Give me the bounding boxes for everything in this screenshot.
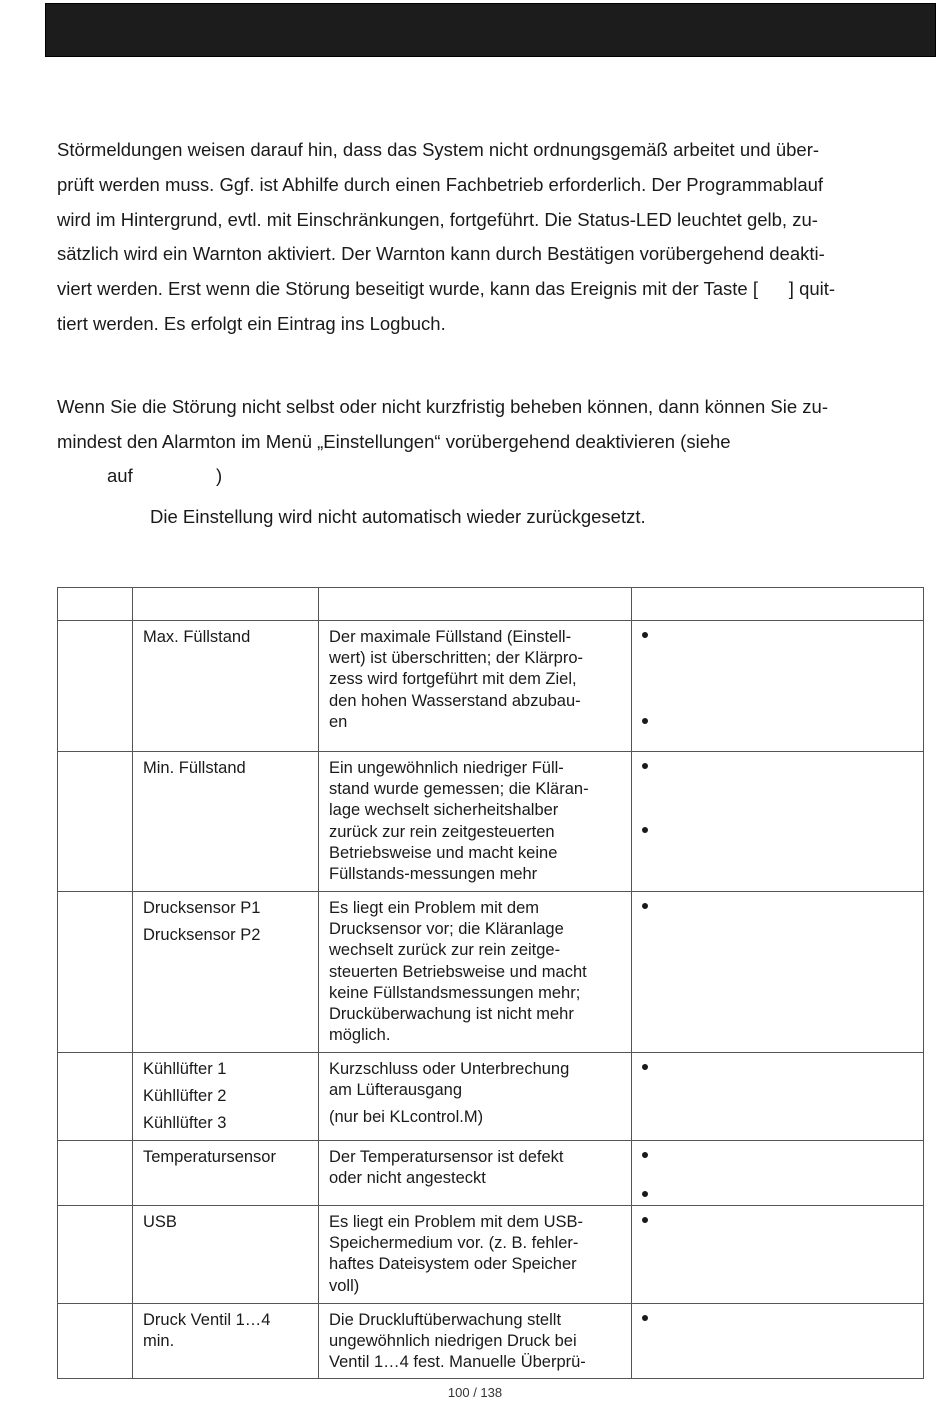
- fault-name: Kühllüfter 1: [143, 1060, 227, 1078]
- header-cell-code: [58, 588, 133, 621]
- fault-description-cell: [319, 892, 632, 1053]
- measures-cell: [632, 1206, 924, 1304]
- fault-name: Drucksensor P2: [143, 926, 261, 945]
- fault-name: Druck Ventil 1…4: [143, 1311, 271, 1329]
- table-row: [58, 621, 924, 752]
- measures-cell: [632, 621, 924, 752]
- code-cell: [58, 892, 133, 1053]
- description-line: zurück zur rein zeitgesteuerten: [329, 822, 555, 841]
- header-cell-measures: [632, 588, 924, 621]
- intro-line: Störmeldungen weisen darauf hin, dass das System nicht ordnungsgemäß arbeitet und über-: [57, 139, 820, 160]
- code-cell: [58, 1304, 133, 1379]
- description-note: (nur bei KLcontrol.M): [329, 1108, 484, 1127]
- description-line: am Lüfterausgang: [329, 1081, 463, 1100]
- bullet-icon: [642, 632, 648, 638]
- bullet-icon: [642, 1191, 648, 1197]
- fault-name: Kühllüfter 3: [143, 1114, 227, 1133]
- description-line: Ventil 1…4 fest. Manuelle Überprü-: [329, 1353, 586, 1372]
- measures-cell: [632, 892, 924, 1053]
- code-cell: [58, 1141, 133, 1206]
- description-line: Füllstands-messungen mehr: [329, 865, 538, 884]
- table-row: [58, 1206, 924, 1304]
- measures-cell: [632, 1053, 924, 1141]
- alarm-hint-line: mindest den Alarmton im Menü „Einstellungen“ vorübergehend deaktivieren (siehe: [57, 430, 731, 452]
- header-cell-name: [133, 588, 319, 621]
- intro-paragraph: [57, 133, 917, 342]
- fault-description-cell: [319, 1206, 632, 1304]
- code-cell: [58, 1053, 133, 1141]
- fault-name-cell: [133, 621, 319, 752]
- fault-description-cell: [319, 752, 632, 892]
- bullet-icon: [642, 1217, 648, 1223]
- fault-name-cell: [133, 1206, 319, 1304]
- fault-name-cell: [133, 752, 319, 892]
- intro-line: sätzlich wird ein Warnton aktiviert. Der Warnton kann durch Bestätigen vorübergehend deakti-: [57, 243, 825, 265]
- fault-name-cell: [133, 1053, 319, 1141]
- bullet-icon: [642, 718, 648, 724]
- intro-line: wird im Hintergrund, evtl. mit Einschränkungen, fortgeführt. Die Status-LED leuchtet gelb, zu-: [57, 208, 818, 230]
- fault-description-cell: [319, 1141, 632, 1206]
- reference-word: auf: [107, 465, 133, 486]
- alarm-hint-line: Wenn Sie die Störung nicht selbst oder nicht kurzfristig beheben können, dann können Sie zu-: [57, 396, 828, 417]
- fault-name-cell: [133, 1141, 319, 1206]
- description-line: wechselt zurück zur rein zeitge-: [329, 941, 561, 960]
- intro-line: viert werden. Erst wenn die Störung beseitigt wurde, kann das Ereignis mit der Taste [ ] quit-: [57, 278, 836, 300]
- description-line: ungewöhnlich niedrigen Druck bei: [329, 1332, 577, 1351]
- description-line: Betriebsweise und macht keine: [329, 843, 558, 862]
- bullet-icon: [642, 903, 648, 909]
- fault-name: Min. Füllstand: [143, 759, 246, 777]
- description-line: Speichermedium vor. (z. B. fehler-: [329, 1234, 579, 1253]
- description-line: Ein ungewöhnlich niedriger Füll-: [329, 759, 564, 777]
- reset-note: Die Einstellung wird nicht automatisch wieder zurückgesetzt.: [150, 506, 646, 527]
- fault-name-cell: [133, 892, 319, 1053]
- intro-line: prüft werden muss. Ggf. ist Abhilfe durch einen Fachbetrieb erforderlich. Der Programmablauf: [57, 173, 824, 195]
- description-line: stand wurde gemessen; die Kläran-: [329, 780, 589, 799]
- fault-description-cell: [319, 1304, 632, 1379]
- table-row: [58, 892, 924, 1053]
- description-line: Kurzschluss oder Unterbrechung: [329, 1060, 570, 1078]
- intro-line: tiert werden. Es erfolgt ein Eintrag ins Logbuch.: [57, 312, 446, 334]
- page-number: 100 / 138: [447, 1385, 503, 1400]
- bullet-icon: [642, 1152, 648, 1158]
- description-line: keine Füllstandsmessungen mehr;: [329, 983, 581, 1002]
- header-cell-description: [319, 588, 632, 621]
- description-line: en: [329, 712, 348, 731]
- table-row: [58, 752, 924, 892]
- fault-description-cell: [319, 621, 632, 752]
- fault-name: min.: [143, 1332, 175, 1351]
- measures-cell: [632, 1304, 924, 1379]
- fault-name: Drucksensor P1: [143, 899, 261, 917]
- description-line: Es liegt ein Problem mit dem: [329, 899, 539, 917]
- description-line: Die Druckluftüberwachung stellt: [329, 1311, 562, 1329]
- description-line: Drucksensor vor; die Kläranlage: [329, 920, 564, 939]
- alarm-hint-paragraph: [57, 390, 917, 460]
- table-row: [58, 1141, 924, 1206]
- description-line: lage wechselt sicherheitshalber: [329, 801, 559, 820]
- bullet-icon: [642, 1315, 648, 1321]
- table-row: [58, 1053, 924, 1141]
- header-bar: [45, 3, 936, 57]
- code-cell: [58, 752, 133, 892]
- reference-close: ): [216, 465, 223, 486]
- bullet-icon: [642, 827, 648, 833]
- description-line: möglich.: [329, 1026, 391, 1045]
- fault-name: USB: [143, 1213, 177, 1231]
- description-line: Der maximale Füllstand (Einstell-: [329, 628, 572, 646]
- description-line: Es liegt ein Problem mit dem USB-: [329, 1213, 584, 1231]
- description-line: Der Temperatursensor ist defekt: [329, 1148, 564, 1166]
- description-line: Drucküberwachung ist nicht mehr: [329, 1005, 574, 1024]
- fault-name: Kühllüfter 2: [143, 1087, 227, 1106]
- description-line: voll): [329, 1276, 360, 1295]
- fault-table: [57, 587, 924, 1379]
- fault-description-cell: [319, 1053, 632, 1141]
- code-cell: [58, 621, 133, 752]
- measures-cell: [632, 1141, 924, 1206]
- description-line: zess wird fortgeführt mit dem Ziel,: [329, 670, 577, 689]
- description-line: oder nicht angesteckt: [329, 1169, 486, 1188]
- description-line: wert) ist überschritten; der Klärpro-: [329, 649, 584, 668]
- table-header-row: [58, 588, 924, 621]
- description-line: steuerten Betriebsweise und macht: [329, 962, 587, 981]
- fault-name: Temperatursensor: [143, 1148, 276, 1166]
- fault-name: Max. Füllstand: [143, 628, 251, 646]
- code-cell: [58, 1206, 133, 1304]
- description-line: haftes Dateisystem oder Speicher: [329, 1255, 577, 1274]
- bullet-icon: [642, 763, 648, 769]
- table-row: [58, 1304, 924, 1379]
- measures-cell: [632, 752, 924, 892]
- fault-name-cell: [133, 1304, 319, 1379]
- description-line: den hohen Wasserstand abzubau-: [329, 691, 581, 710]
- bullet-icon: [642, 1064, 648, 1070]
